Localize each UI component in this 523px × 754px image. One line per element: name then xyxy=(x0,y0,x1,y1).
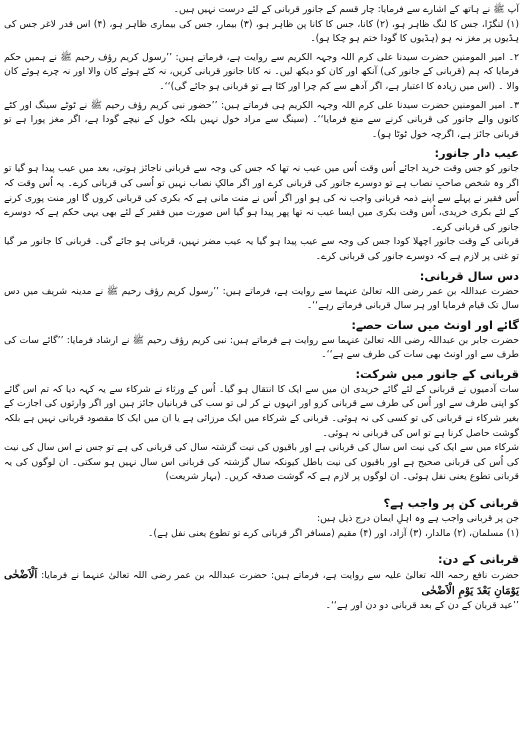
partnership-text-2: شرکاء میں سے ایک کی نیت اس سال کی قربانی ہے اور باقیوں کی نیت گزشتہ سال کی قربانی کی ہے تو جس نے اس سال کی نیت کی اُس کی قربانی صحیح ہے اور باقیوں کی نیت باطل کیونکہ سال گزشتہ کی قربانی اس سال نہیں ہو سکتی۔ ان لوگوں کی یہ قربانی تطوع یعنی نفل ہوئی۔ ان لوگوں پر لازم ہے کہ گوشت صدقہ کریں۔ (بہار شریعت) xyxy=(4,442,519,483)
arabic-quote: اَلْاَضْحٰی یَوْمَانِ بَعْدَ یَوْمِ الْاَضْحٰی xyxy=(4,569,519,597)
heading-defective-animal: عیب دار جانور: xyxy=(434,146,519,161)
hadith-3: ۳۔ امیر المومنین حضرت سیدنا علی کرم اللہ وجہہ الکریم ہی فرماتے ہیں: ’’حضور نبی کریم رؤف رحیم ﷺ نے ٹوٹے سینگ اور کٹے کانوں والے جانور کی قربانی کرنے سے منع فرمایا‘‘۔ (سینگ سے مراد خول نہیں بلکہ خول کے نیچے گودا ہے، اگر مغز پورا ہے تو قربانی جائز ہے، اگرچہ خول ٹوٹا ہو)۔ xyxy=(4,99,519,140)
intro-line: آپ ﷺ نے ہاتھ کے اشارے سے فرمایا: چار قسم کے جانور قربانی کے لئے درست نہیں ہیں۔ xyxy=(173,4,519,15)
obligated-list: (۱) مسلمان، (۲) مالدار، (۳) آزاد، اور (۴) مقیم (مسافر اگر قربانی کرے تو تطوع یعنی نفل ہے)۔ xyxy=(147,527,519,539)
heading-partnership: قربانی کے جانور میں شرکت: xyxy=(355,366,519,381)
days-narration: حضرت نافع رحمہ اللہ تعالیٰ علیہ سے روایت ہے، فرماتے ہیں: حضرت عبداللہ بن عمر رضی اللہ تعالیٰ عنہما نے فرمایا: xyxy=(41,570,519,582)
defective-animal-text: جانور کو جس وقت خرید اجائے اُس وقت اُس میں عیب نہ تھا کہ جس کی وجہ سے قربانی ناجائز ہوتی، بعد میں عیب پیدا ہو گیا تو اگر وہ شخص صاحبِ نصاب ہے تو دوسرے جانور کی قربانی کرے اور اگر مالکِ نصاب نہیں تو اُسی کی قربانی کرے۔ یہ اُس وقت کہ اُس فقیر نے پہلے سے اپنے ذمہ قربانی واجب نہ کی ہو اور اگر اُس نے منت مانی ہے کہ بکری کی قربانی کروں گا اور منت پوری کرنے کے لئے بکری خریدی، اُس وقت بکری میں ایسا عیب نہ تھا پھر پیدا ہو گیا اس صورت میں فقیر کے لئے بھی یہی حکم ہے کہ دوسرے جانور کی قربانی کرے۔ xyxy=(4,163,519,233)
heading-ten-years: دس سال قربانی: xyxy=(419,268,519,283)
hadith-2: ۲۔ امیر المومنین حضرت سیدنا علی کرم اللہ وجہہ الکریم سے روایت ہے، فرماتے ہیں: ’’رسول کریم رؤف رحیم ﷺ نے ہمیں حکم فرمایا کہ ہم (قربانی کے جانور کی) آنکھ اور کان کو دیکھ لیں۔ نہ کانا جانور قربانی کریں، نہ کٹے ہوئے کان والا اور نہ چرے ہوئے کان والا ۔ (اس میں زیادہ کا اعتبار ہے، اگر آدھے سے کم چرا اور کٹا ہے تو قربانی ہو جائے گی)‘‘۔ xyxy=(4,51,519,92)
heading-cow-camel-shares: گائے اور اونٹ میں سات حصے: xyxy=(351,317,519,332)
heading-who-obligated: قربانی کن پر واجب ہے؟ xyxy=(383,496,519,511)
cow-camel-text: حضرت جابر بن عبداللہ رضی اللہ تعالیٰ عنہما سے روایت ہے فرماتے ہیں: نبی کریم رؤف رحیم ﷺ نے ارشاد فرمایا: ’’گائے سات کی طرف سے اور اونٹ بھی سات کی طرف سے ہے‘‘۔ xyxy=(4,334,519,361)
defects-list: (۱) لنگڑا، جس کا لنگ ظاہر ہو، (۲) کانا، جس کا کانا پن ظاہر ہو، (۳) بیمار، جس کی بیماری ظاہر ہو، (۴) اس قدر لاغر جس کی ہڈیوں پر مغز نہ ہو (ہڈیوں کا گودا ختم ہو چکا ہو)۔ xyxy=(4,18,519,45)
heading-days: قربانی کے دن: xyxy=(437,552,519,567)
defective-animal-text-2: قربانی کے وقت جانور اچھلا کودا جس کی وجہ سے عیب پیدا ہو گیا یہ عیب مضر نہیں، قربانی ہو جائے گی۔ قربانی کا جانور مر گیا تو غنی پر لازم ہے کہ دوسرے جانور کی قربانی کرے۔ xyxy=(4,236,519,262)
obligated-intro: جن پر قربانی واجب ہے وہ اہلِ ایمان درج ذیل ہیں: xyxy=(316,513,519,525)
days-translation: ’’عید قربان کے دن کے بعد قربانی دو دن اور ہے‘‘۔ xyxy=(325,600,519,612)
ten-years-text: حضرت عبداللہ بن عمر رضی اللہ تعالیٰ عنہما سے روایت ہے، فرماتے ہیں: ’’رسول کریم رؤف رحیم ﷺ نے مدینہ شریف میں دس سال تک قیام فرمایا اور ہر سال قربانی فرماتے رہے‘‘۔ xyxy=(4,285,519,312)
days-text xyxy=(4,568,519,599)
partnership-text: سات آدمیوں نے قربانی کے لئے گائے خریدی ان میں سے ایک کا انتقال ہو گیا۔ اُس کے ورثاء نے شرکاء سے یہ کہہ دیا کہ تم اس گائے کو اپنی طرف سے اور اُس کی طرف سے قربانی کرو اور انہوں نے کر لی تو سب کی قربانیاں جائز ہیں اور اگر وارثوں کی اجازت کے بغیر شرکاء نے قربانی کی تو کسی کی نہ ہوئی۔ قربانی کے شرکاء میں ایک مرزائی ہے یا ان میں ایک کا مقصود قربانی نہیں ہے بلکہ گوشت حاصل کرنا ہے تو اس کی قربانی نہ ہوئی۔ xyxy=(4,383,519,439)
